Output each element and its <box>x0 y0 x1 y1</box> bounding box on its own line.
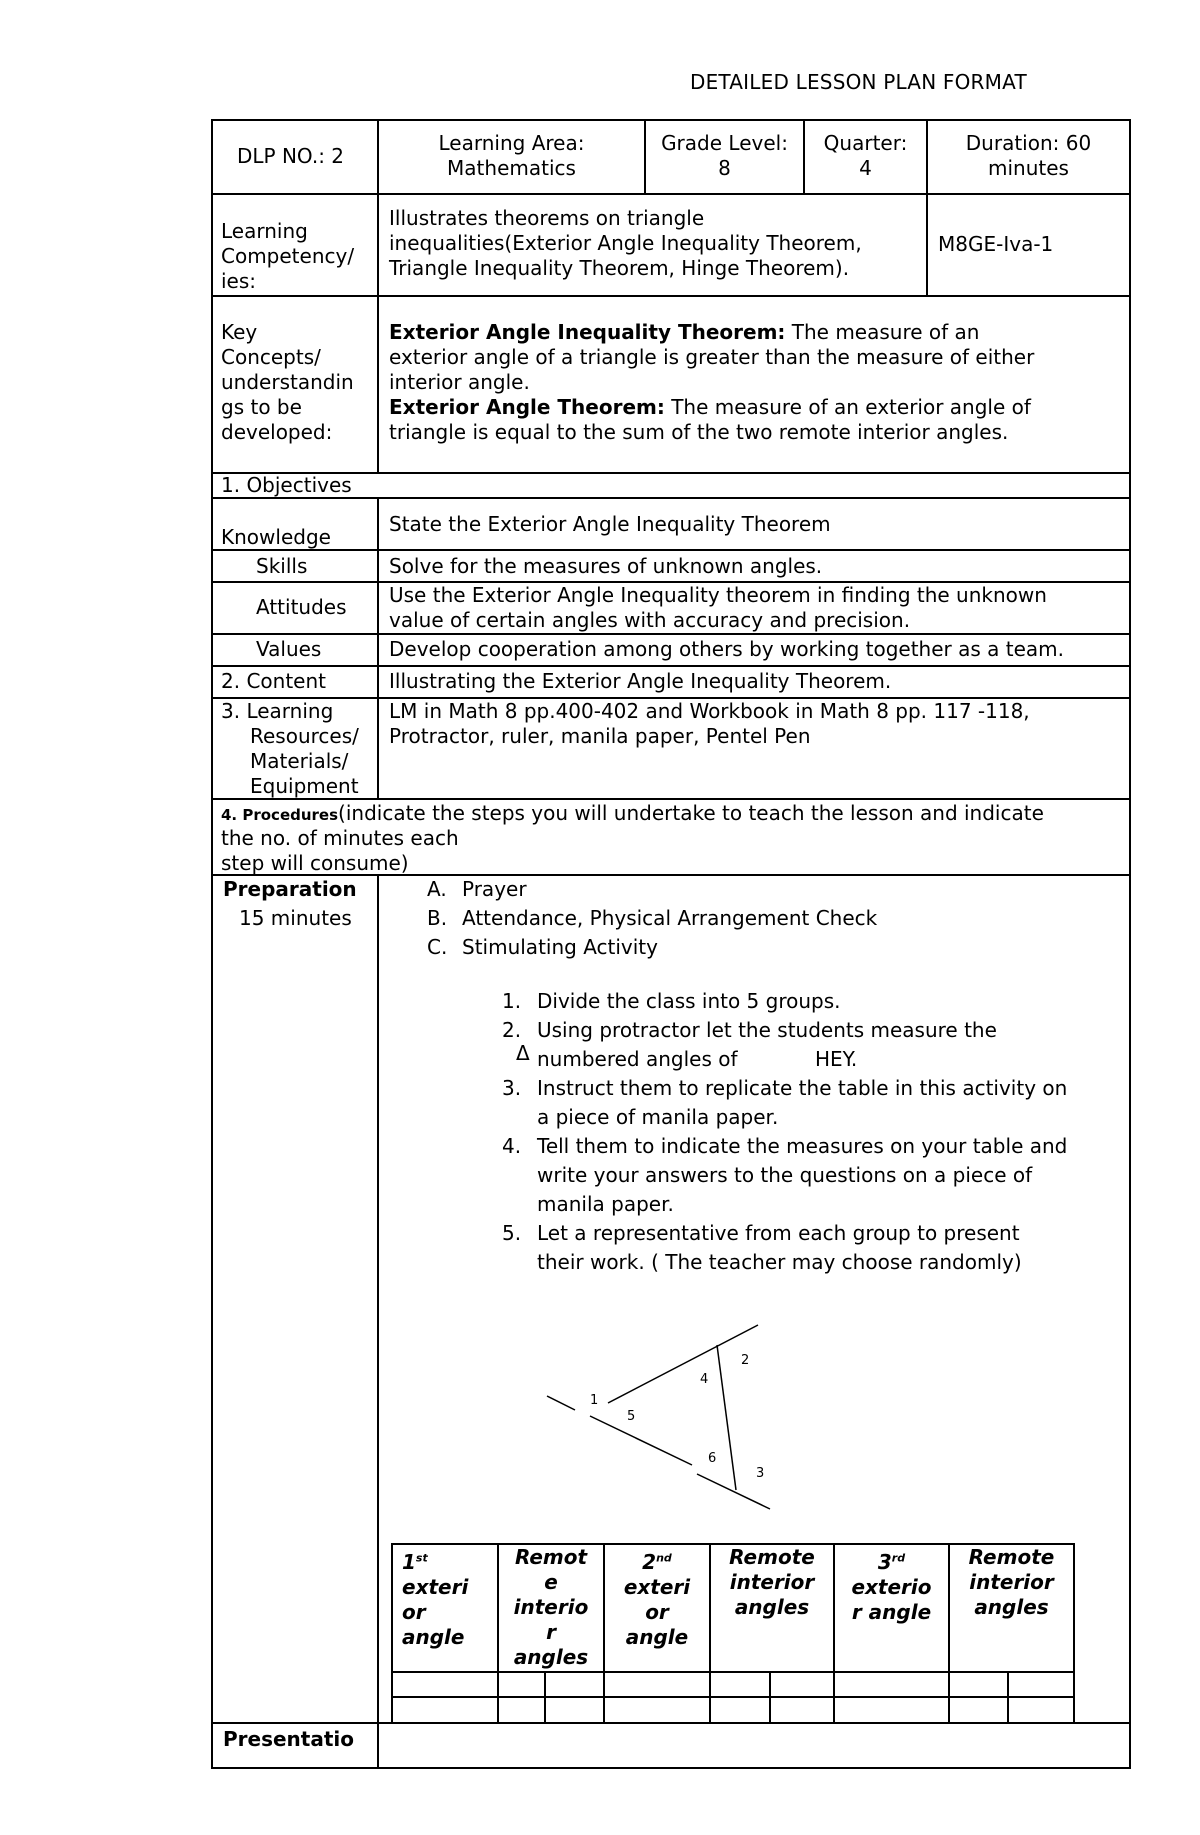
header-4-line-2: interior <box>729 1570 815 1594</box>
knowledge-label: Knowledge <box>221 525 331 549</box>
header-3rd-exterior-angle <box>835 1545 948 1625</box>
attitudes-text-1: Use the Exterior Angle Inequality theorem in finding the unknown <box>389 583 1047 607</box>
header-3-line-1 <box>605 1545 709 1575</box>
duration-label: Duration: 60 <box>965 131 1092 155</box>
key-concepts-label-5: developed: <box>221 420 333 444</box>
header-1st-exterior-angle <box>402 1545 468 1650</box>
row-line-1 <box>211 193 1131 195</box>
lettered-item-a: Prayer <box>462 877 527 901</box>
header-remote-interior-angles-2 <box>711 1545 833 1620</box>
row-line-2 <box>211 295 1131 297</box>
resources-label-1: 3. Learning <box>221 699 334 723</box>
preparation-minutes: 15 minutes <box>239 906 352 930</box>
activity-subcol-1 <box>544 1671 546 1724</box>
header-1-line-2: exteri <box>402 1574 469 1599</box>
activity-subcol-3 <box>1007 1671 1009 1724</box>
lettered-marker-a: A. <box>427 877 447 901</box>
procedures-text-1: (indicate the steps you will undertake to teach the lesson and indicate <box>338 801 1044 825</box>
step-marker-5: 5. <box>502 1221 522 1245</box>
resources-text-2: Protractor, ruler, manila paper, Pentel Pen <box>389 724 811 748</box>
presentation-label: Presentatio <box>223 1727 355 1751</box>
step-marker-2: 2. <box>502 1018 522 1042</box>
theorem2-line1-rest: The measure of an exterior angle of <box>664 395 1031 419</box>
skills-label: Skills <box>256 554 308 578</box>
angle-label-6: 6 <box>708 1451 717 1466</box>
values-text: Develop cooperation among others by working together as a team. <box>389 637 1065 661</box>
duration-value: minutes <box>988 156 1069 180</box>
attitudes-label: Attitudes <box>256 595 347 619</box>
angle-label-3: 3 <box>756 1466 765 1481</box>
competency-text-3: Triangle Inequality Theorem, Hinge Theorem). <box>389 256 850 280</box>
activity-table-header-bottom <box>391 1671 1075 1673</box>
activity-table-bottom <box>391 1722 1075 1724</box>
header-1-ordinal-suffix: st <box>415 1551 428 1564</box>
header-4-line-1: Remote <box>729 1545 815 1569</box>
step-marker-3: 3. <box>502 1076 522 1100</box>
objectives-heading: 1. Objectives <box>221 473 352 497</box>
resources-label-2: Resources/ <box>250 724 359 748</box>
table-border-bottom <box>211 1767 1131 1769</box>
header-3-line-3: or <box>645 1599 669 1624</box>
step-3-line-2: a piece of manila paper. <box>537 1105 779 1129</box>
header-remote-interior-angles-1 <box>499 1545 603 1670</box>
header-4-line-3: angles <box>734 1595 810 1619</box>
procedures-line1 <box>221 801 1044 828</box>
resources-text-1: LM in Math 8 pp.400-402 and Workbook in Math 8 pp. 117 -118, <box>389 699 1030 723</box>
header-1-line-1 <box>402 1545 468 1575</box>
header-3-line-4: angle <box>625 1624 689 1649</box>
table-border-left <box>211 119 213 1769</box>
theorem2-line2: triangle is equal to the sum of the two remote interior angles. <box>389 420 1009 444</box>
activity-table-row-line <box>391 1696 1075 1698</box>
content-text: Illustrating the Exterior Angle Inequality Theorem. <box>389 669 892 693</box>
competency-code: M8GE-Iva-1 <box>938 232 1054 256</box>
table-border-right <box>1129 119 1131 1769</box>
label-column-divider-2 <box>377 498 379 798</box>
header-6-line-2: interior <box>969 1570 1054 1594</box>
attitudes-text-2: value of certain angles with accuracy and precision. <box>389 608 911 632</box>
angle-label-4: 4 <box>700 1372 709 1387</box>
theorem1-line2: exterior angle of a triangle is greater than the measure of either <box>389 345 1035 369</box>
quarter-value: 4 <box>859 156 872 180</box>
step-5-line-1: Let a representative from each group to present <box>537 1221 1020 1245</box>
header-1-line-3: or <box>402 1599 426 1624</box>
values-label: Values <box>256 637 322 661</box>
header-2-line-5: angles <box>513 1645 589 1669</box>
key-concepts-label-1: Key <box>221 320 258 344</box>
header-3-ordinal-suffix: nd <box>656 1551 672 1564</box>
step-4-line-3: manila paper. <box>537 1192 674 1216</box>
procedures-label: 4. Procedures <box>221 806 339 824</box>
theorem2-line1 <box>389 395 1031 420</box>
activity-col-line-6 <box>1073 1543 1075 1724</box>
label-column-divider-3 <box>377 874 379 1769</box>
step-3-line-1: Instruct them to replicate the table in this activity on <box>537 1076 1068 1100</box>
knowledge-text: State the Exterior Angle Inequality Theorem <box>389 512 831 536</box>
lettered-marker-c: C. <box>427 935 448 959</box>
learning-area-label: Learning Area: <box>438 131 585 155</box>
row-line-5 <box>211 549 1131 551</box>
competency-text-1: Illustrates theorems on triangle <box>389 206 705 230</box>
key-concepts-label-3: understandin <box>221 370 354 394</box>
triangle-side-right <box>717 1345 736 1490</box>
header-3-line-2: exteri <box>623 1574 691 1599</box>
header-3-ordinal: 2nd <box>642 1549 672 1574</box>
step-2-line-1: Using protractor let the students measure the <box>537 1018 997 1042</box>
angle-label-2: 2 <box>741 1353 750 1368</box>
theorem2-title: Exterior Angle Theorem: <box>389 395 665 419</box>
triangle-side-top <box>608 1325 758 1403</box>
header-2-line-1: Remot <box>514 1545 588 1569</box>
triangle-symbol: Δ <box>516 1041 530 1065</box>
skills-text: Solve for the measures of unknown angles. <box>389 554 823 578</box>
resources-label-3: Materials/ <box>250 749 349 773</box>
header-5-ordinal-suffix: rd <box>891 1551 906 1564</box>
header-6-line-1: Remote <box>968 1545 1055 1569</box>
preparation-label: Preparation <box>223 877 357 901</box>
competency-label-3: ies: <box>221 269 257 293</box>
theorem1-line1 <box>389 320 979 345</box>
table-border-top <box>211 119 1131 121</box>
header-5-ordinal: 3rd <box>877 1549 906 1574</box>
lettered-item-c: Stimulating Activity <box>462 935 658 959</box>
theorem1-line3: interior angle. <box>389 370 530 394</box>
step-5-line-2: their work. ( The teacher may choose randomly) <box>537 1250 1022 1274</box>
row-line-7 <box>211 633 1131 635</box>
header-2-line-4: r <box>546 1620 556 1644</box>
step-4-line-2: write your answers to the questions on a piece of <box>537 1163 1033 1187</box>
dlp-number: DLP NO.: 2 <box>237 144 345 168</box>
quarter-label: Quarter: <box>823 131 908 155</box>
competency-label-2: Competency/ <box>221 244 355 268</box>
header-6-line-3: angles <box>974 1595 1049 1619</box>
step-1-line-1: Divide the class into 5 groups. <box>537 989 841 1013</box>
header-1-line-4: angle <box>402 1624 465 1649</box>
triangle-figure <box>530 1310 790 1520</box>
header-2-line-3: interio <box>513 1595 589 1619</box>
header-5-line-1 <box>835 1545 948 1575</box>
document-title: DETAILED LESSON PLAN FORMAT <box>690 70 1027 94</box>
header-5-line-3: r angle <box>851 1599 932 1624</box>
step-marker-4: 4. <box>502 1134 522 1158</box>
header-2-line-2: e <box>544 1570 558 1594</box>
activity-subcol-2 <box>769 1671 771 1724</box>
header-remote-interior-angles-3 <box>950 1545 1073 1620</box>
theorem1-line1-rest: The measure of an <box>785 320 980 344</box>
header-2nd-exterior-angle <box>605 1545 709 1650</box>
activity-col-line-0 <box>391 1543 393 1724</box>
triangle-ray-left <box>547 1396 575 1410</box>
triangle-side-bottom <box>590 1416 692 1465</box>
grade-level-value: 8 <box>718 156 731 180</box>
learning-area-value: Mathematics <box>447 156 576 180</box>
angle-label-5: 5 <box>627 1409 636 1424</box>
header-5-line-2: exterio <box>851 1574 932 1599</box>
step-2-line-2: numbered angles of <box>537 1047 738 1071</box>
triangle-name: HEY. <box>815 1047 858 1071</box>
row-line-8 <box>211 665 1131 667</box>
angle-label-1: 1 <box>590 1393 599 1408</box>
procedures-line2: the no. of minutes each <box>221 826 459 850</box>
theorem1-title: Exterior Angle Inequality Theorem: <box>389 320 786 344</box>
lettered-item-b: Attendance, Physical Arrangement Check <box>462 906 878 930</box>
procedures-line3: step will consume) <box>221 851 409 875</box>
resources-label-4: Equipment <box>250 774 359 798</box>
competency-label-1: Learning <box>221 219 308 243</box>
step-marker-1: 1. <box>502 989 522 1013</box>
lettered-marker-b: B. <box>427 906 448 930</box>
step-4-line-1: Tell them to indicate the measures on your table and <box>537 1134 1068 1158</box>
grade-level-label: Grade Level: <box>661 131 788 155</box>
header-1-ordinal: 1st <box>402 1549 428 1574</box>
key-concepts-label-2: Concepts/ <box>221 345 321 369</box>
competency-text-2: inequalities(Exterior Angle Inequality Theorem, <box>389 231 862 255</box>
content-label: 2. Content <box>221 669 326 693</box>
key-concepts-label-4: gs to be <box>221 395 302 419</box>
